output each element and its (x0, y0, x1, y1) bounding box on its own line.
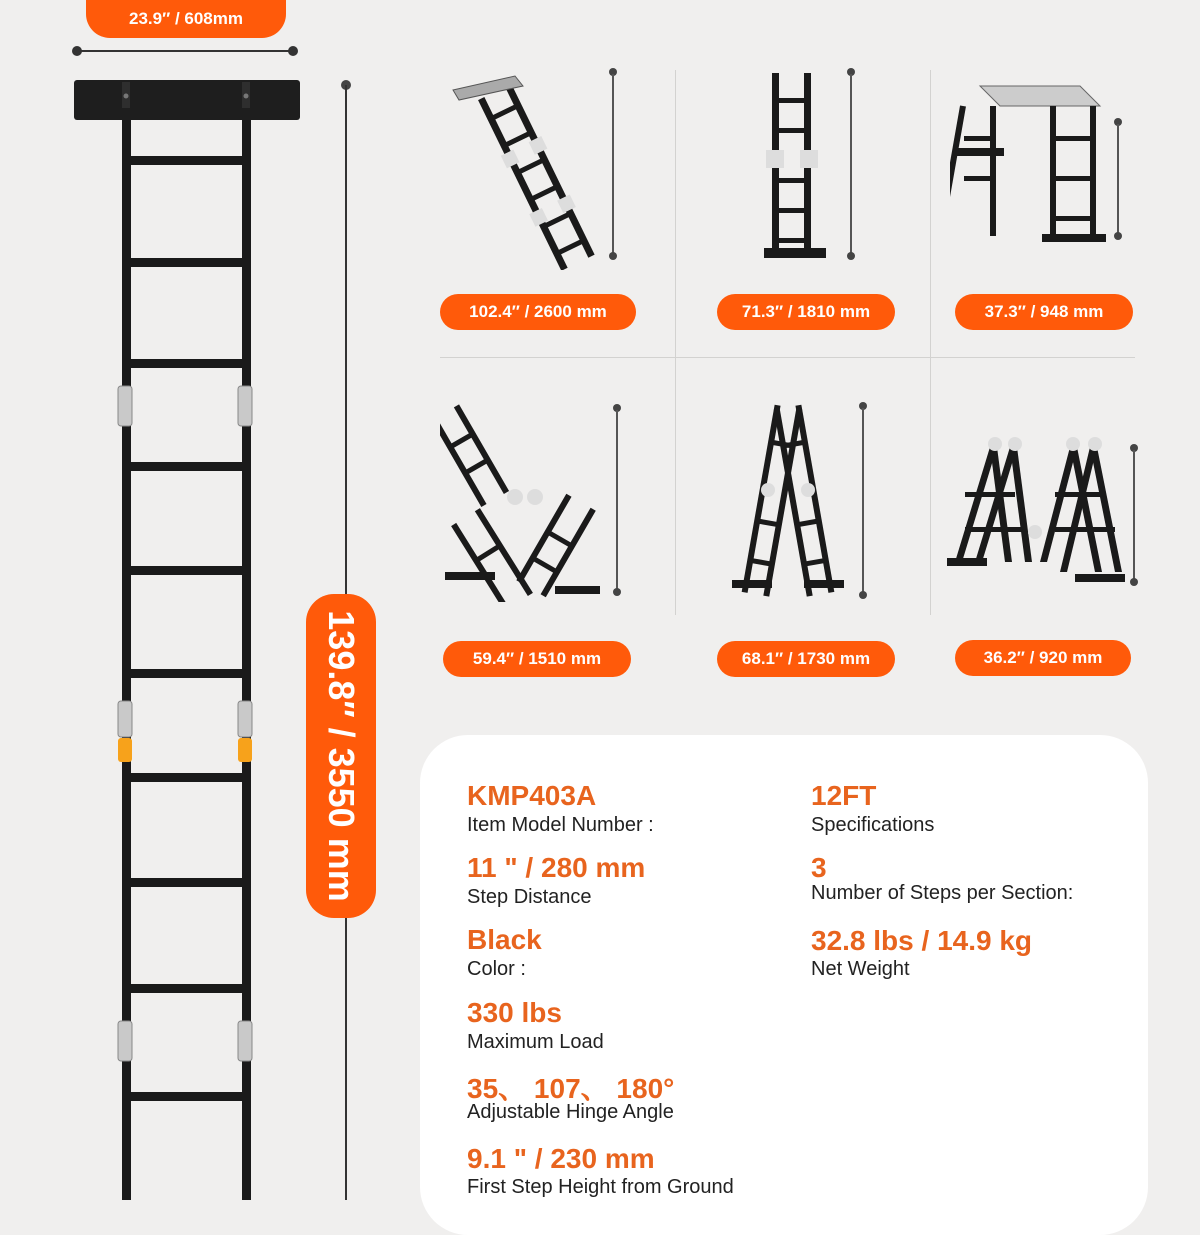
config-1-dimension-line (612, 74, 614, 254)
net-weight-value: 32.8 lbs / 14.9 kg (811, 925, 1033, 956)
config-6-line-bottom-dot (1130, 578, 1138, 586)
first-step-height-value: 9.1 " / 230 mm (467, 1143, 655, 1174)
config-1-line-bottom-dot (609, 252, 617, 260)
net-weight-label: Net Weight (811, 958, 910, 980)
hinge-angle-value: 35、 107、 180° (467, 1073, 675, 1104)
configuration-dimension-badge-2 (717, 294, 895, 330)
configuration-image-2 (760, 68, 830, 263)
config-3-line-bottom-dot (1114, 232, 1122, 240)
configuration-image-3 (950, 76, 1110, 246)
steps-per-section-label: Number of Steps per Section: (811, 882, 1074, 904)
step-distance-value: 11 " / 280 mm (467, 852, 646, 883)
config-6-dimension-line (1133, 450, 1135, 580)
configuration-image-6 (945, 432, 1130, 592)
model-number-value: KMP403A (467, 780, 597, 811)
hinge-angle-label: Adjustable Hinge Angle (467, 1101, 674, 1123)
configuration-dimension-badge-1 (440, 294, 636, 330)
config-5-line-bottom-dot (859, 591, 867, 599)
configuration-label-5: 68.1″ / 1730 mm (741, 649, 871, 668)
step-distance-label: Step Distance (467, 886, 592, 908)
configuration-image-1 (445, 70, 635, 270)
configuration-dimension-badge-3 (955, 294, 1133, 330)
color-label: Color : (467, 958, 526, 980)
configuration-label-1: 102.4″ / 2600 mm (469, 302, 607, 321)
configuration-label-6: 36.2″ / 920 mm (983, 648, 1103, 667)
config-4-line-bottom-dot (613, 588, 621, 596)
height-dimension-label: 139.8″ / 3550 mm (321, 610, 362, 902)
configuration-image-4 (440, 402, 610, 602)
width-dimension-badge (86, 0, 286, 38)
config-grid-divider (675, 70, 676, 615)
configuration-label-2: 71.3″ / 1810 mm (741, 302, 871, 321)
height-dimension-badge (306, 594, 376, 918)
first-step-height-label: First Step Height from Ground (467, 1176, 734, 1198)
maximum-load-value: 330 lbs (467, 997, 562, 1028)
configuration-label-4: 59.4″ / 1510 mm (472, 649, 602, 668)
config-5-dimension-line (862, 408, 864, 593)
model-number-label: Item Model Number : (467, 814, 654, 836)
configuration-dimension-badge-6 (955, 640, 1131, 676)
maximum-load-label: Maximum Load (467, 1031, 604, 1053)
width-dimension-label: 23.9″ / 608mm (129, 9, 243, 28)
config-grid-divider (930, 70, 931, 615)
config-2-dimension-line (850, 74, 852, 254)
configuration-dimension-badge-4 (443, 641, 631, 677)
configuration-label-3: 37.3″ / 948 mm (984, 302, 1104, 321)
specification-value: 12FT (811, 780, 877, 811)
configuration-dimension-badge-5 (717, 641, 895, 677)
width-dimension-line (78, 50, 292, 52)
steps-per-section-value: 3 (811, 852, 827, 883)
config-3-dimension-line (1117, 124, 1119, 234)
width-line-end-dot (288, 46, 298, 56)
config-grid-divider (440, 357, 1135, 358)
config-4-dimension-line (616, 410, 618, 590)
color-value: Black (467, 924, 542, 955)
extended-ladder-image (70, 76, 310, 1200)
specification-label: Specifications (811, 814, 935, 836)
configuration-image-5 (728, 400, 848, 605)
config-2-line-bottom-dot (847, 252, 855, 260)
